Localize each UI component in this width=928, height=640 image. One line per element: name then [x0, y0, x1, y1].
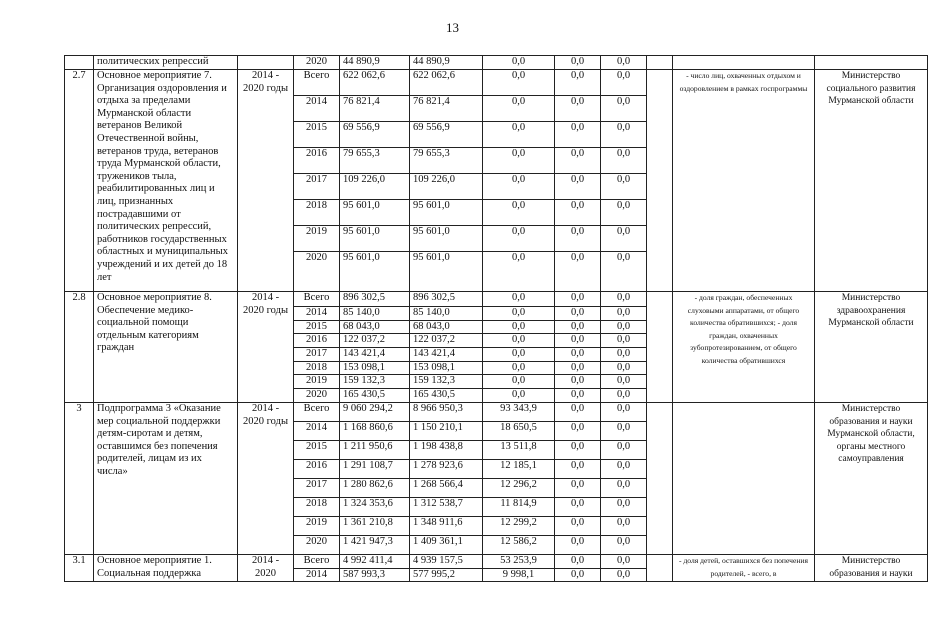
value-cell: 143 421,4 [340, 348, 410, 362]
value-cell: 0,0 [555, 389, 601, 403]
value-cell: 18 650,5 [483, 421, 555, 440]
value-cell: 0,0 [483, 70, 555, 96]
period-cell: 2014 - 2020 годы [238, 402, 294, 554]
value-cell: 109 226,0 [340, 174, 410, 200]
year-cell: 2020 [294, 389, 340, 403]
value-cell: 85 140,0 [410, 307, 483, 321]
value-cell: 0,0 [555, 122, 601, 148]
value-cell: 0,0 [555, 307, 601, 321]
value-cell: 0,0 [601, 348, 647, 362]
value-cell: 587 993,3 [340, 568, 410, 582]
value-cell: 44 890,9 [410, 56, 483, 70]
value-cell: 0,0 [555, 554, 601, 568]
description-cell: политических репрессий [94, 56, 238, 70]
value-cell: 122 037,2 [410, 334, 483, 348]
period-cell: 2014 - 2020 годы [238, 70, 294, 292]
value-cell: 1 198 438,8 [410, 440, 483, 459]
year-cell: Всего [294, 554, 340, 568]
value-cell: 0,0 [555, 252, 601, 292]
value-cell: 69 556,9 [410, 122, 483, 148]
page-number: 13 [446, 20, 459, 35]
organization-cell: Министерство социального развития Мурманской области [815, 70, 928, 292]
value-cell: 95 601,0 [340, 200, 410, 226]
value-cell: 9 060 294,2 [340, 402, 410, 421]
value-cell: 0,0 [483, 320, 555, 334]
organization-cell: Министерство здравоохранения Мурманской области [815, 292, 928, 403]
value-cell: 0,0 [555, 56, 601, 70]
indicator-cell [673, 56, 815, 70]
value-cell: 159 132,3 [340, 375, 410, 389]
value-cell: 0,0 [555, 200, 601, 226]
value-cell: 0,0 [601, 535, 647, 554]
year-cell: 2016 [294, 459, 340, 478]
description-cell: Основное мероприятие 7. Организация оздоровления и отдыха за пределами Мурманской области ветеранов Великой Отечественной войны, ветеранов труда, ветеранов труда Мурманской области, тружеников тыла, реабилитированных лиц и лиц, признанных пострадавшими от политических репрессий, работников государственных областных и муниципальных учреждений и их детей до 18 лет [94, 70, 238, 292]
value-cell: 0,0 [555, 96, 601, 122]
value-cell: 0,0 [555, 568, 601, 582]
value-cell: 153 098,1 [410, 361, 483, 375]
value-cell: 4 939 157,5 [410, 554, 483, 568]
value-cell: 0,0 [555, 375, 601, 389]
value-cell: 0,0 [555, 334, 601, 348]
value-cell: 165 430,5 [410, 389, 483, 403]
year-cell: 2019 [294, 375, 340, 389]
value-cell: 79 655,3 [410, 148, 483, 174]
table-row [65, 554, 928, 568]
value-cell: 95 601,0 [410, 226, 483, 252]
value-cell: 95 601,0 [410, 200, 483, 226]
spacer-cell [647, 402, 673, 554]
value-cell: 93 343,9 [483, 402, 555, 421]
value-cell: 122 037,2 [340, 334, 410, 348]
value-cell: 0,0 [601, 96, 647, 122]
value-cell: 0,0 [555, 226, 601, 252]
value-cell: 0,0 [601, 459, 647, 478]
value-cell: 1 348 911,6 [410, 516, 483, 535]
year-cell: 2016 [294, 334, 340, 348]
budget-table [64, 55, 928, 582]
value-cell: 8 966 950,3 [410, 402, 483, 421]
value-cell: 577 995,2 [410, 568, 483, 582]
value-cell: 0,0 [601, 174, 647, 200]
value-cell: 0,0 [601, 307, 647, 321]
value-cell: 69 556,9 [340, 122, 410, 148]
table-row [65, 70, 928, 96]
indicator-cell: - доля граждан, обеспеченных слуховыми аппаратами, от общего количества обратившихся; - доля граждан, охваченных зубопротезированием, от общего количества обратившихся [673, 292, 815, 403]
value-cell: 95 601,0 [340, 226, 410, 252]
value-cell: 44 890,9 [340, 56, 410, 70]
value-cell: 0,0 [601, 497, 647, 516]
row-number-cell: 2.8 [65, 292, 94, 403]
row-number-cell: 3 [65, 402, 94, 554]
value-cell: 0,0 [601, 70, 647, 96]
value-cell: 0,0 [601, 440, 647, 459]
value-cell: 0,0 [601, 56, 647, 70]
value-cell: 622 062,6 [410, 70, 483, 96]
organization-cell [815, 56, 928, 70]
year-cell: Всего [294, 70, 340, 96]
value-cell: 0,0 [483, 375, 555, 389]
value-cell: 0,0 [483, 200, 555, 226]
value-cell: 0,0 [555, 535, 601, 554]
year-cell: Всего [294, 292, 340, 307]
value-cell: 0,0 [555, 421, 601, 440]
value-cell: 0,0 [601, 421, 647, 440]
value-cell: 1 421 947,3 [340, 535, 410, 554]
value-cell: 0,0 [555, 148, 601, 174]
value-cell: 53 253,9 [483, 554, 555, 568]
value-cell: 85 140,0 [340, 307, 410, 321]
value-cell: 68 043,0 [410, 320, 483, 334]
year-cell: 2014 [294, 307, 340, 321]
year-cell: 2018 [294, 361, 340, 375]
value-cell: 0,0 [555, 174, 601, 200]
value-cell: 0,0 [483, 96, 555, 122]
description-cell: Основное мероприятие 8. Обеспечение медико-социальной помощи отдельным категориям граждан [94, 292, 238, 403]
year-cell: 2016 [294, 148, 340, 174]
value-cell: 0,0 [483, 389, 555, 403]
value-cell: 68 043,0 [340, 320, 410, 334]
value-cell: 1 324 353,6 [340, 497, 410, 516]
value-cell: 0,0 [555, 478, 601, 497]
value-cell: 0,0 [483, 292, 555, 307]
value-cell: 143 421,4 [410, 348, 483, 362]
year-cell: 2018 [294, 200, 340, 226]
value-cell: 0,0 [483, 122, 555, 148]
value-cell: 0,0 [601, 334, 647, 348]
value-cell: 1 312 538,7 [410, 497, 483, 516]
value-cell: 12 296,2 [483, 478, 555, 497]
value-cell: 1 268 566,4 [410, 478, 483, 497]
row-number-cell [65, 56, 94, 70]
year-cell: 2020 [294, 56, 340, 70]
value-cell: 0,0 [601, 568, 647, 582]
indicator-cell [673, 402, 815, 554]
description-cell: Подпрограмма 3 «Оказание мер социальной поддержки детям-сиротам и детям, оставшимся без попечения родителей, лицам из их числа» [94, 402, 238, 554]
value-cell: 896 302,5 [340, 292, 410, 307]
value-cell: 0,0 [555, 320, 601, 334]
period-cell: 2014 - 2020 годы [238, 292, 294, 403]
year-cell: 2017 [294, 478, 340, 497]
value-cell: 12 586,2 [483, 535, 555, 554]
value-cell: 12 299,2 [483, 516, 555, 535]
year-cell: 2015 [294, 122, 340, 148]
value-cell: 4 992 411,4 [340, 554, 410, 568]
value-cell: 1 280 862,6 [340, 478, 410, 497]
value-cell: 95 601,0 [410, 252, 483, 292]
value-cell: 0,0 [555, 402, 601, 421]
period-cell: 2014 - 2020 [238, 554, 294, 581]
year-cell: 2015 [294, 440, 340, 459]
spacer-cell [647, 554, 673, 581]
description-cell: Основное мероприятие 1. Социальная поддержка [94, 554, 238, 581]
spacer-cell [647, 70, 673, 292]
year-cell: 2019 [294, 226, 340, 252]
value-cell: 0,0 [555, 361, 601, 375]
spacer-cell [647, 292, 673, 403]
value-cell: 0,0 [555, 440, 601, 459]
value-cell: 0,0 [483, 361, 555, 375]
value-cell: 109 226,0 [410, 174, 483, 200]
value-cell: 0,0 [601, 516, 647, 535]
value-cell: 11 814,9 [483, 497, 555, 516]
value-cell: 0,0 [483, 307, 555, 321]
value-cell: 896 302,5 [410, 292, 483, 307]
value-cell: 0,0 [483, 226, 555, 252]
value-cell: 1 409 361,1 [410, 535, 483, 554]
value-cell: 13 511,8 [483, 440, 555, 459]
row-number-cell: 3.1 [65, 554, 94, 581]
value-cell: 1 361 210,8 [340, 516, 410, 535]
value-cell: 0,0 [601, 226, 647, 252]
value-cell: 0,0 [555, 497, 601, 516]
value-cell: 9 998,1 [483, 568, 555, 582]
spacer-cell [647, 56, 673, 70]
year-cell: 2020 [294, 535, 340, 554]
value-cell: 0,0 [601, 389, 647, 403]
value-cell: 1 291 108,7 [340, 459, 410, 478]
value-cell: 76 821,4 [340, 96, 410, 122]
year-cell: 2019 [294, 516, 340, 535]
value-cell: 1 211 950,6 [340, 440, 410, 459]
year-cell: Всего [294, 402, 340, 421]
value-cell: 0,0 [483, 348, 555, 362]
value-cell: 0,0 [601, 478, 647, 497]
value-cell: 0,0 [483, 252, 555, 292]
value-cell: 0,0 [555, 459, 601, 478]
value-cell: 0,0 [601, 292, 647, 307]
organization-cell: Министерство образования и науки Мурманской области, органы местного самоуправления [815, 402, 928, 554]
value-cell: 0,0 [555, 292, 601, 307]
value-cell: 1 278 923,6 [410, 459, 483, 478]
value-cell: 0,0 [555, 516, 601, 535]
table-row [65, 292, 928, 307]
value-cell: 76 821,4 [410, 96, 483, 122]
value-cell: 0,0 [483, 56, 555, 70]
value-cell: 0,0 [483, 148, 555, 174]
value-cell: 0,0 [601, 252, 647, 292]
value-cell: 0,0 [601, 375, 647, 389]
year-cell: 2020 [294, 252, 340, 292]
year-cell: 2017 [294, 348, 340, 362]
value-cell: 0,0 [601, 402, 647, 421]
value-cell: 0,0 [483, 334, 555, 348]
year-cell: 2018 [294, 497, 340, 516]
value-cell: 0,0 [601, 122, 647, 148]
value-cell: 0,0 [601, 200, 647, 226]
value-cell: 0,0 [555, 70, 601, 96]
value-cell: 1 168 860,6 [340, 421, 410, 440]
value-cell: 0,0 [601, 320, 647, 334]
value-cell: 622 062,6 [340, 70, 410, 96]
organization-cell: Министерство образования и науки [815, 554, 928, 581]
value-cell: 79 655,3 [340, 148, 410, 174]
indicator-cell: - доля детей, оставшихся без попечения родителей, - всего, в [673, 554, 815, 581]
year-cell: 2014 [294, 421, 340, 440]
table-row [65, 56, 928, 70]
value-cell: 12 185,1 [483, 459, 555, 478]
table-row [65, 402, 928, 421]
period-cell [238, 56, 294, 70]
row-number-cell: 2.7 [65, 70, 94, 292]
value-cell: 95 601,0 [340, 252, 410, 292]
value-cell: 0,0 [601, 361, 647, 375]
value-cell: 0,0 [601, 148, 647, 174]
value-cell: 0,0 [601, 554, 647, 568]
value-cell: 153 098,1 [340, 361, 410, 375]
indicator-cell: - число лиц, охваченных отдыхом и оздоровлением в рамках госпрограммы [673, 70, 815, 292]
year-cell: 2015 [294, 320, 340, 334]
value-cell: 0,0 [483, 174, 555, 200]
year-cell: 2017 [294, 174, 340, 200]
value-cell: 1 150 210,1 [410, 421, 483, 440]
value-cell: 165 430,5 [340, 389, 410, 403]
year-cell: 2014 [294, 568, 340, 582]
value-cell: 159 132,3 [410, 375, 483, 389]
year-cell: 2014 [294, 96, 340, 122]
value-cell: 0,0 [555, 348, 601, 362]
